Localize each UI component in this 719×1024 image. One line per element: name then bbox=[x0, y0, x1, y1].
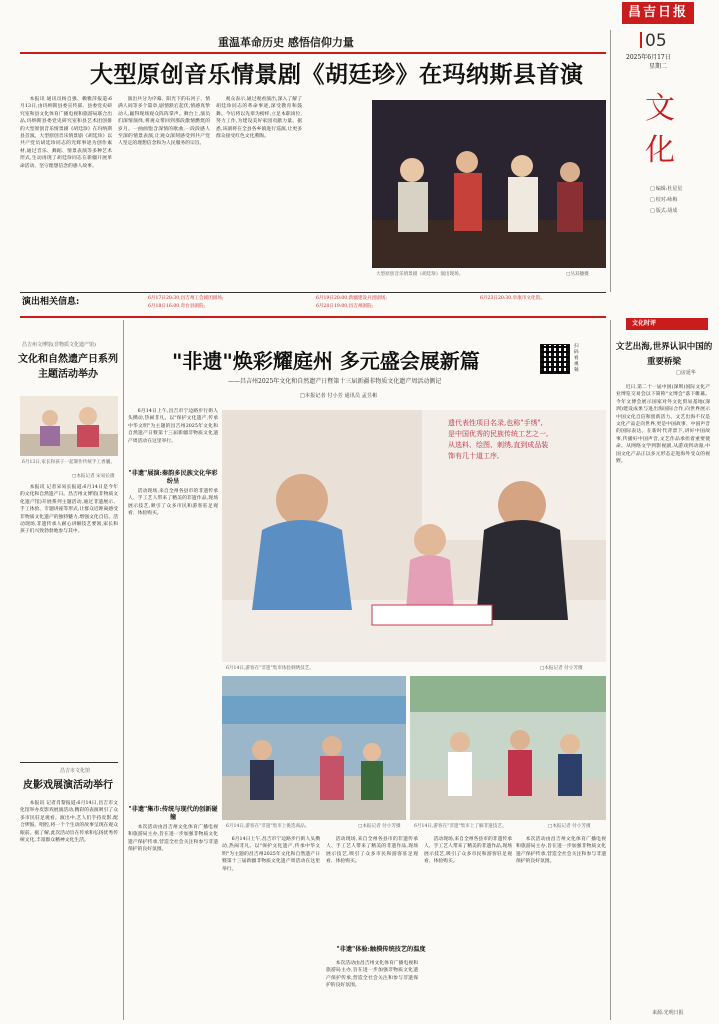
section-title: 文化 bbox=[645, 91, 675, 168]
feature-photo2-credit: □本报记者 付小芳摄 bbox=[358, 824, 401, 829]
feature-subhead-3: "非遗"体验:触摸传统技艺的温度 bbox=[336, 946, 426, 953]
opinion-source: 来源:光明日报 bbox=[652, 1010, 684, 1016]
feature-column-1: 活动现场,来自全州各县市的非遗传承人、手工艺人带来了精美的非遗作品,现场展示技艺,吸引了众多市民和游客驻足观看、体验购买。 bbox=[128, 489, 218, 517]
workshop-illustration bbox=[20, 396, 118, 456]
editor-credit: □ 版式:胡成 bbox=[650, 206, 682, 217]
feature-photo3-credit: □本报记者 付小芳摄 bbox=[548, 824, 591, 829]
column-divider bbox=[610, 30, 611, 292]
feature-photo3-caption: 6月14日,游客在"非遗"集市上了解非遗技艺。 bbox=[414, 824, 507, 829]
opinion-title: 文艺出海,世界认识中国的重要桥梁 bbox=[615, 342, 713, 367]
feature-photo-3 bbox=[410, 676, 606, 820]
lead-column-2: 演出共分为序幕、阳光下的石河子、情满人间等多个篇章,剧情跌宕起伏,情感真挚动人,赢得现场观众阵阵掌声。舞台上,演员们深情演绎,将观众带回到那段激情燃烧的岁月。一曲曲饱含深情的歌曲,一段段感人至深的情景表演,让观众深刻感受到共产党人坚定的理想信念和为人民服务的宗旨。 bbox=[118, 97, 210, 147]
feature-title: "非遗"焕彩耀庭州 多元盛会展新篇 bbox=[172, 349, 480, 373]
sidebar1-kicker: 昌吉州文博馆(非物质文化遗产馆) bbox=[22, 342, 96, 348]
divider bbox=[20, 762, 118, 763]
feature-main-photo bbox=[222, 410, 606, 662]
feature-column-7: 本次活动由昌吉州文化体育广播电视和旅游局主办,旨在进一步加强非物质文化遗产保护传承,营造全社会关注和参与非遗保护的良好氛围。 bbox=[516, 837, 606, 865]
sidebar1-caption: 6月13日,家长和孩子一起制作传统手工香囊。 bbox=[22, 460, 115, 465]
feature-column-2: 本次活动由昌吉州文化体育广播电视和旅游局主办,旨在进一步加强非物质文化遗产保护传承,营造全社会关注和参与非遗保护的良好氛围。 bbox=[128, 825, 218, 853]
feature-column-6: 活动现场,来自全州各县市的非遗传承人、手工艺人带来了精美的非遗作品,现场展示技艺,吸引了众多市民和游客驻足观看、体验购买。 bbox=[424, 837, 512, 865]
feature-photo-2 bbox=[222, 676, 406, 820]
lead-headline: 大型原创音乐情景剧《胡廷珍》在玛纳斯县首演 bbox=[90, 61, 584, 88]
qr-label: 扫码看视频 bbox=[574, 344, 579, 373]
column-divider bbox=[123, 320, 124, 1020]
lead-photo-caption: 大型原创音乐情景剧《胡廷珍》演出现场。 bbox=[376, 272, 464, 277]
feature-photo1-caption: 6月14日,游客在"非遗"集市体验刺绣技艺。 bbox=[226, 666, 314, 671]
feature-column-5: 本次活动由昌吉州文化体育广播电视和旅游局主办,旨在进一步加强非物质文化遗产保护传承,营造全社会关注和参与非遗保护的良好氛围。 bbox=[326, 961, 418, 989]
lead-kicker: 重温革命历史 感悟信仰力量 bbox=[218, 36, 354, 49]
issue-weekday: 星期二 bbox=[649, 63, 668, 70]
divider bbox=[20, 52, 606, 54]
lead-photo bbox=[372, 100, 606, 268]
feature-column-3: 6月14日上午,昌吉市宁边路步行街人头攒动,热闹非凡。以"保护文化遗产,传承中华文明"为主题的昌吉州2025年文化和自然遗产日暨第十三届新疆非物质文化遗产周活动在这里举行。 bbox=[222, 837, 320, 872]
feature-photo1-credit: □本报记者 付小芳摄 bbox=[540, 666, 583, 671]
sidebar1-photo bbox=[20, 396, 118, 456]
masthead-logo: 昌吉日报 bbox=[622, 2, 694, 24]
column-divider bbox=[610, 320, 611, 1020]
performance-item: 6月17日20:30,昌吉州工会剧团剧场; bbox=[148, 296, 224, 301]
sidebar2-kicker: 昌吉市文化馆 bbox=[60, 768, 91, 774]
lead-photo-credit: □丛双穗摄 bbox=[566, 272, 589, 277]
qr-code-icon[interactable] bbox=[540, 344, 570, 374]
opinion-kicker: 文化时评 bbox=[626, 318, 708, 330]
performance-label: 演出相关信息: bbox=[22, 297, 80, 307]
lead-column-1: 本报讯 通讯员杨自强、赖雅萍报道:6月13日,由玛纳斯县委宣传部、县委党史研究室和县文化体育广播电视和旅游局联合出品,玛纳斯县委党史研究室和县艺术团创排的大型原创音乐情景剧《胡廷珍》在玛纳斯县首演。大型原创音乐情景剧《胡廷珍》以共产党员胡廷珍同志的光辉事迹为创作素材,通过音乐、舞蹈、情景表演等多种艺术形式,生动再现了胡廷珍同志在新疆开展革命活动、坚守理想信念的感人故事。 bbox=[20, 97, 112, 169]
feature-subhead-1: "非遗"展演:秦韵多民族文化华彩纷呈 bbox=[128, 470, 218, 486]
visitors-illustration bbox=[410, 676, 606, 820]
feature-column-4: 活动现场,来自全州各县市的非遗传承人、手工艺人带来了精美的非遗作品,现场展示技艺,吸引了众多市民和游客驻足观看、体验购买。 bbox=[326, 837, 418, 865]
performance-item: 6月20日19:00,昌吉州剧院; bbox=[316, 304, 374, 309]
opinion-body: 近日,第二十一届中国(深圳)国际文化产业博览交易会以下简称"文博会"落下帷幕。今年文博会展示国家对外文化贸易基地(深圳)建设成果与进出海国际合作,向世界展示中国文化自信和创新活力。文艺出海不仅是文化产品走向世界,更是中国故事、中国声音的国际表达。在新时代背景下,讲好中国故事,传播好中国声音,文艺作品承担着重要使命。从网络文学到影视剧,从游戏到动漫,中国文化产品正以多元形态走进海外受众的视野。 bbox=[616, 385, 710, 465]
market-stall-illustration bbox=[222, 676, 406, 820]
sidebar1-credit: □本报记者 宋易长摄 bbox=[72, 474, 115, 479]
feature-photo2-caption: 6月14日,游客在"非遗"集市上挑选商品。 bbox=[226, 824, 310, 829]
feature-subhead-2: "非遗"集市:传统与现代的创新碰撞 bbox=[128, 806, 218, 822]
sidebar2-body: 本报讯 记者肖黎报道:6月14日,昌吉市文化馆举办皮影戏展演活动,精彩的表演吸引了众多市民驻足观看。演出中,艺人们手持皮影,配合锣鼓、唱腔,将一个个生动的故事呈现在观众眼前。据了解,此次活动旨在传承和弘扬优秀传统文化,丰富群众精神文化生活。 bbox=[20, 801, 118, 844]
lead-column-3: 观众表示,通过观看演出,深入了解了胡廷珍同志的革命事迹,深受教育和鼓舞。今后将以先辈为榜样,立足本职岗位,努力工作,为建设美好家园贡献力量。据悉,该剧将在全县各乡镇进行巡演,让更多群众接受红色文化熏陶。 bbox=[216, 97, 302, 140]
performance-item: 6月23日20:30,阜康市文化馆。 bbox=[480, 296, 545, 301]
performance-item: 6月19日20:00,新疆建设兵团剧场; bbox=[316, 296, 387, 301]
divider bbox=[20, 316, 606, 318]
performance-item: 6月18日16:00,奇台县剧院; bbox=[148, 304, 206, 309]
stage-scene-illustration bbox=[372, 100, 606, 268]
feature-subtitle: ——昌吉州2025年文化和自然遗产日暨第十三届新疆非物质文化遗产周活动侧记 bbox=[228, 378, 442, 385]
editor-credit: □ 校对:咏梅 bbox=[650, 195, 682, 206]
sidebar2-title: 皮影戏展演活动举行 bbox=[23, 780, 113, 791]
feature-intro: 6月14日上午,昌吉市宁边路步行街人头攒动,热闹非凡。以"保护文化遗产,传承中华文明"为主题的昌吉州2025年文化和自然遗产日暨第十三届新疆非物质文化遗产周活动在这里举行。 bbox=[128, 409, 218, 444]
sidebar1-title: 文化和自然遗产日系列主题活动举办 bbox=[18, 354, 118, 380]
editor-credits bbox=[650, 184, 682, 217]
issue-date: 2025年6月17日 bbox=[626, 54, 671, 61]
feature-photo-text: 遗代表性项目名录,也称"手绣", 是中国优秀的民族传统工艺之一, 从选料、绘图、刺绣,直到成品装 饰有几十道工序, bbox=[448, 419, 549, 460]
opinion-author: □房延华 bbox=[676, 370, 696, 376]
sidebar1-body: 本报讯 记者宋易长报道:6月14日是今年的文化和自然遗产日。昌吉州文博馆(非物质文化遗产馆)开展系列主题活动,通过非遗展示、手工体验、专题讲座等形式,让群众近距离感受非物质文化遗产的独特魅力,增强文化自信。活动现场,非遗传承人耐心讲解技艺要领,家长和孩子们兴致勃勃地参与其中。 bbox=[20, 485, 118, 535]
page-number: 05 bbox=[640, 30, 667, 53]
divider bbox=[20, 292, 606, 293]
editor-credit: □ 编辑:杜星星 bbox=[650, 184, 682, 195]
feature-byline: □本报记者 付小芳 通讯员 孟昱彬 bbox=[300, 393, 378, 399]
